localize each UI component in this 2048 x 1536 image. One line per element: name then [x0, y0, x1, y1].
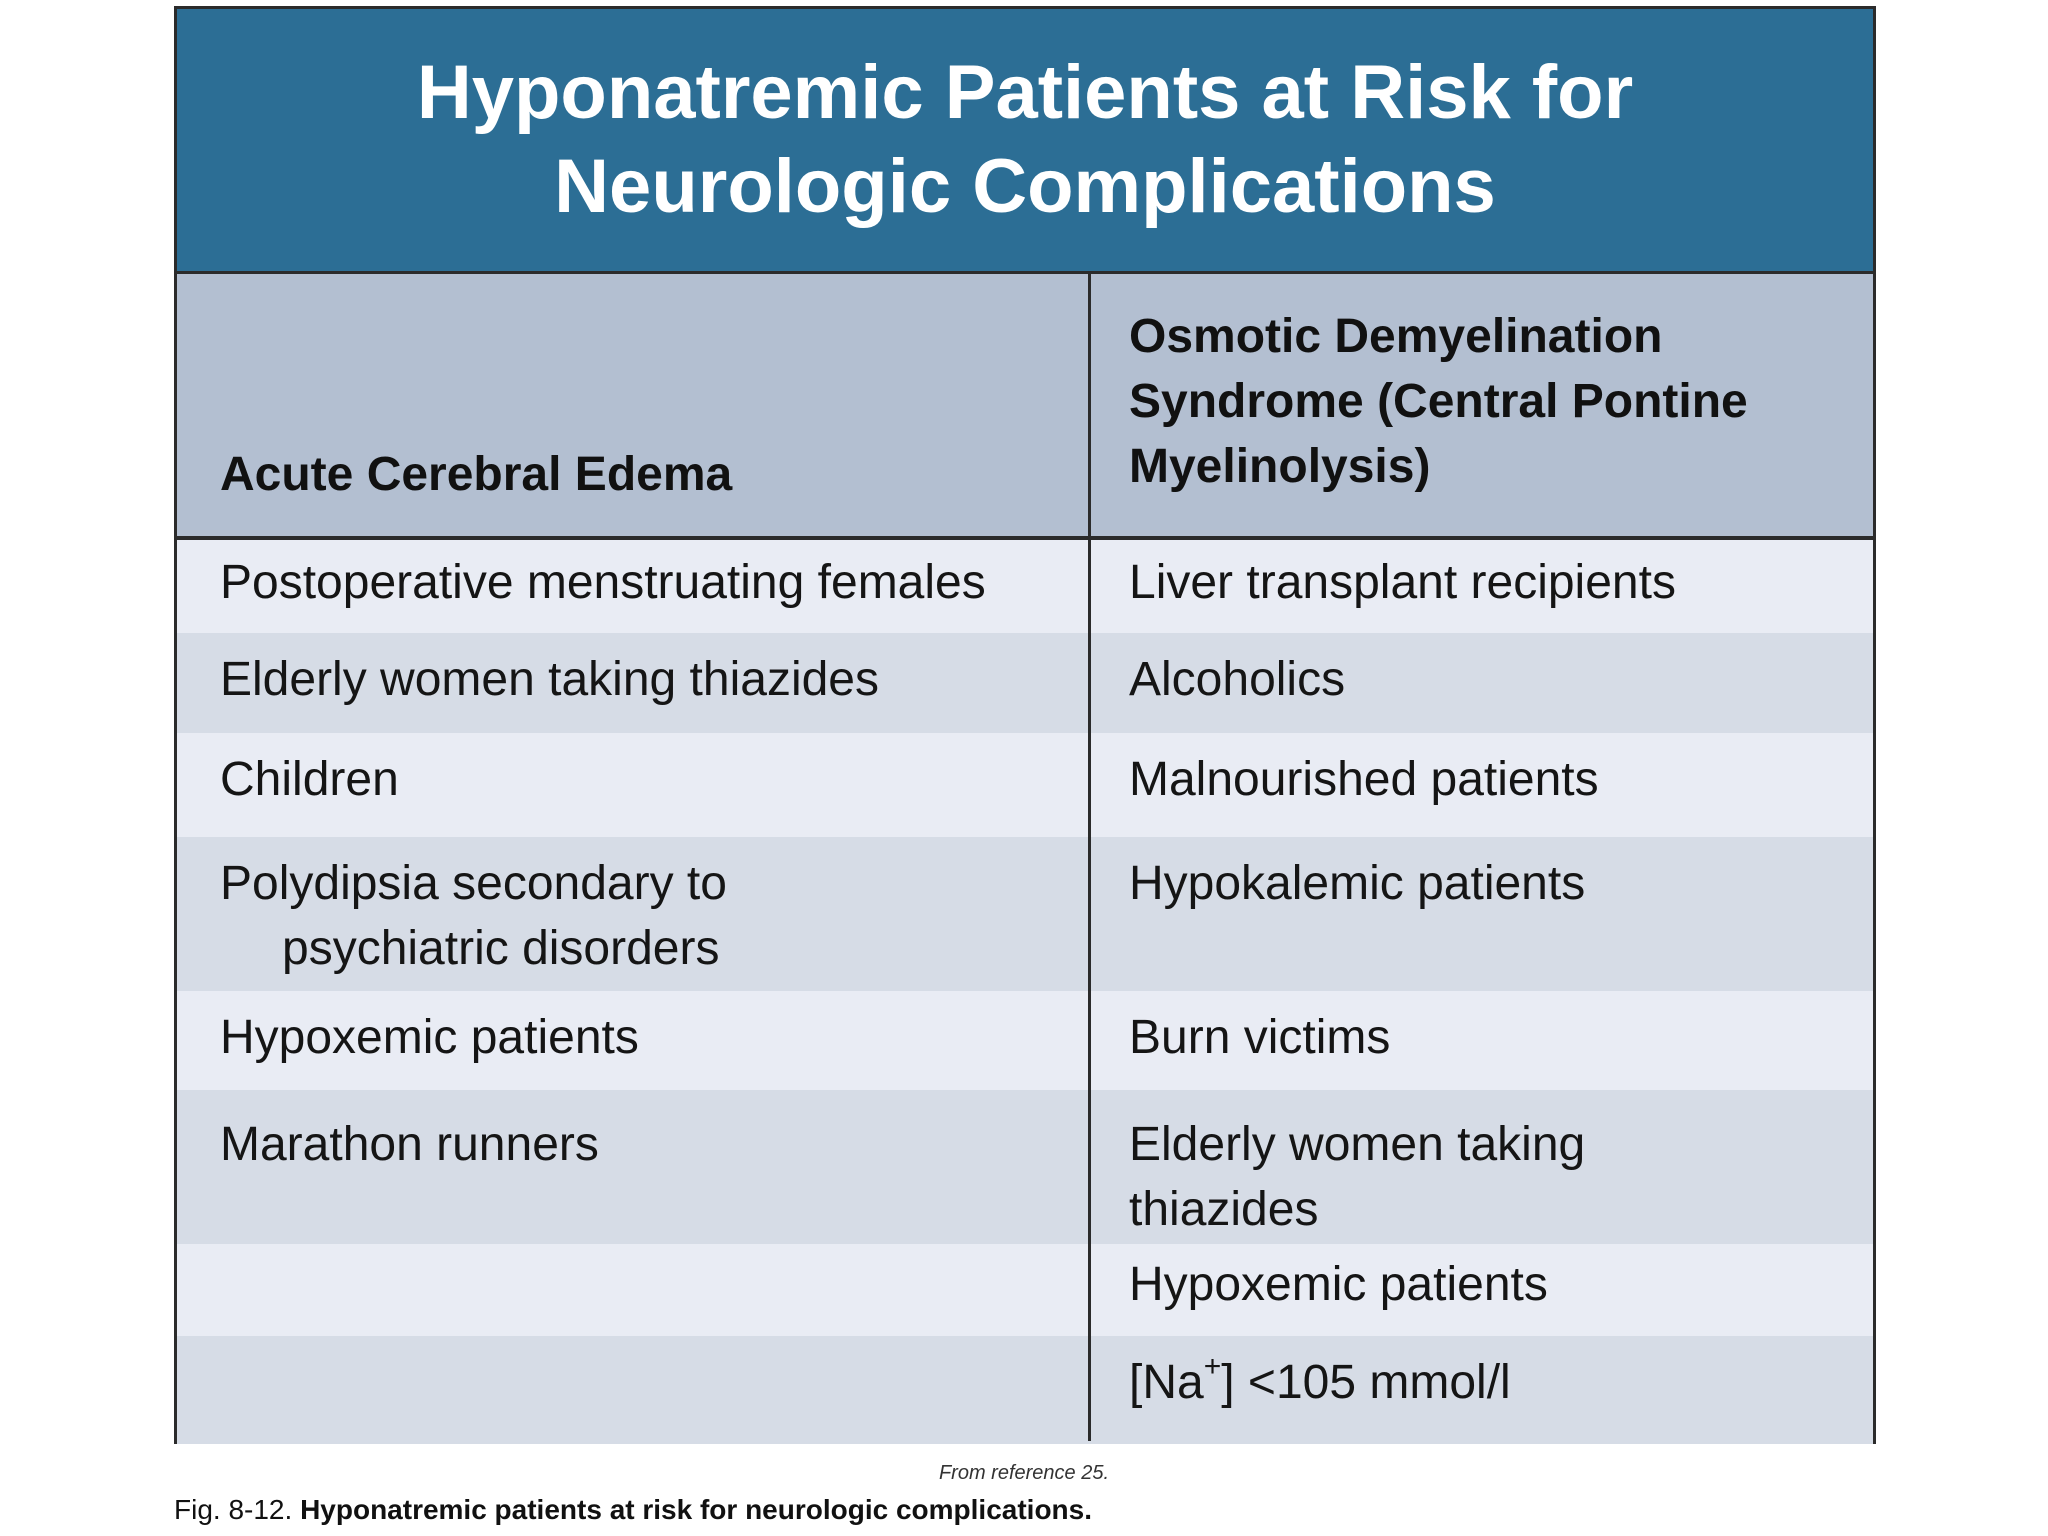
column-divider	[1088, 274, 1091, 1441]
figure-caption	[174, 1494, 1092, 1526]
figure-caption-title: Hyponatremic patients at risk for neurologic complications.	[300, 1494, 1093, 1525]
table-row	[177, 1090, 1873, 1244]
table-cell-left: Polydipsia secondary to psychiatric disorders	[220, 857, 727, 975]
table-row	[177, 633, 1873, 733]
table-cell-left: Marathon runners	[220, 1118, 599, 1171]
table-row	[177, 1336, 1873, 1444]
table-cell-right: Malnourished patients	[1129, 753, 1599, 806]
figure-label: Fig. 8-12.	[174, 1494, 301, 1525]
table-cell-left: Hypoxemic patients	[220, 1011, 639, 1064]
header-osmotic-demyelination: Osmotic Demyelination Syndrome (Central Pontine Myelinolysis)	[1129, 310, 1748, 493]
table-cell-right: Burn victims	[1129, 1011, 1391, 1064]
table-cell-left: Postoperative menstruating females	[220, 556, 986, 609]
table-cell-right: [Na+] <105 mmol/l	[1129, 1350, 1511, 1409]
table-cell-right: Hypokalemic patients	[1129, 857, 1586, 910]
table-row	[177, 733, 1873, 837]
table-row	[177, 1244, 1873, 1336]
table-title-bar	[177, 9, 1873, 274]
table-body	[177, 540, 1873, 1444]
table-cell-right: Liver transplant recipients	[1129, 556, 1676, 609]
table-title: Hyponatremic Patients at Risk for Neurologic Complications	[416, 50, 1634, 229]
header-acute-cerebral-edema: Acute Cerebral Edema	[220, 448, 733, 501]
table-header-row	[177, 274, 1873, 540]
table-cell-right: Elderly women taking thiazides	[1129, 1118, 1586, 1236]
source-note: From reference 25.	[938, 1462, 1110, 1484]
table-cell-left: Children	[220, 753, 399, 806]
table-cell-right: Alcoholics	[1129, 653, 1346, 706]
table-cell-left: Elderly women taking thiazides	[220, 653, 879, 706]
table-cell-right: Hypoxemic patients	[1129, 1258, 1548, 1311]
table-row	[177, 837, 1873, 991]
table-row	[177, 991, 1873, 1090]
risk-table	[174, 6, 1876, 1444]
table-row	[177, 540, 1873, 633]
